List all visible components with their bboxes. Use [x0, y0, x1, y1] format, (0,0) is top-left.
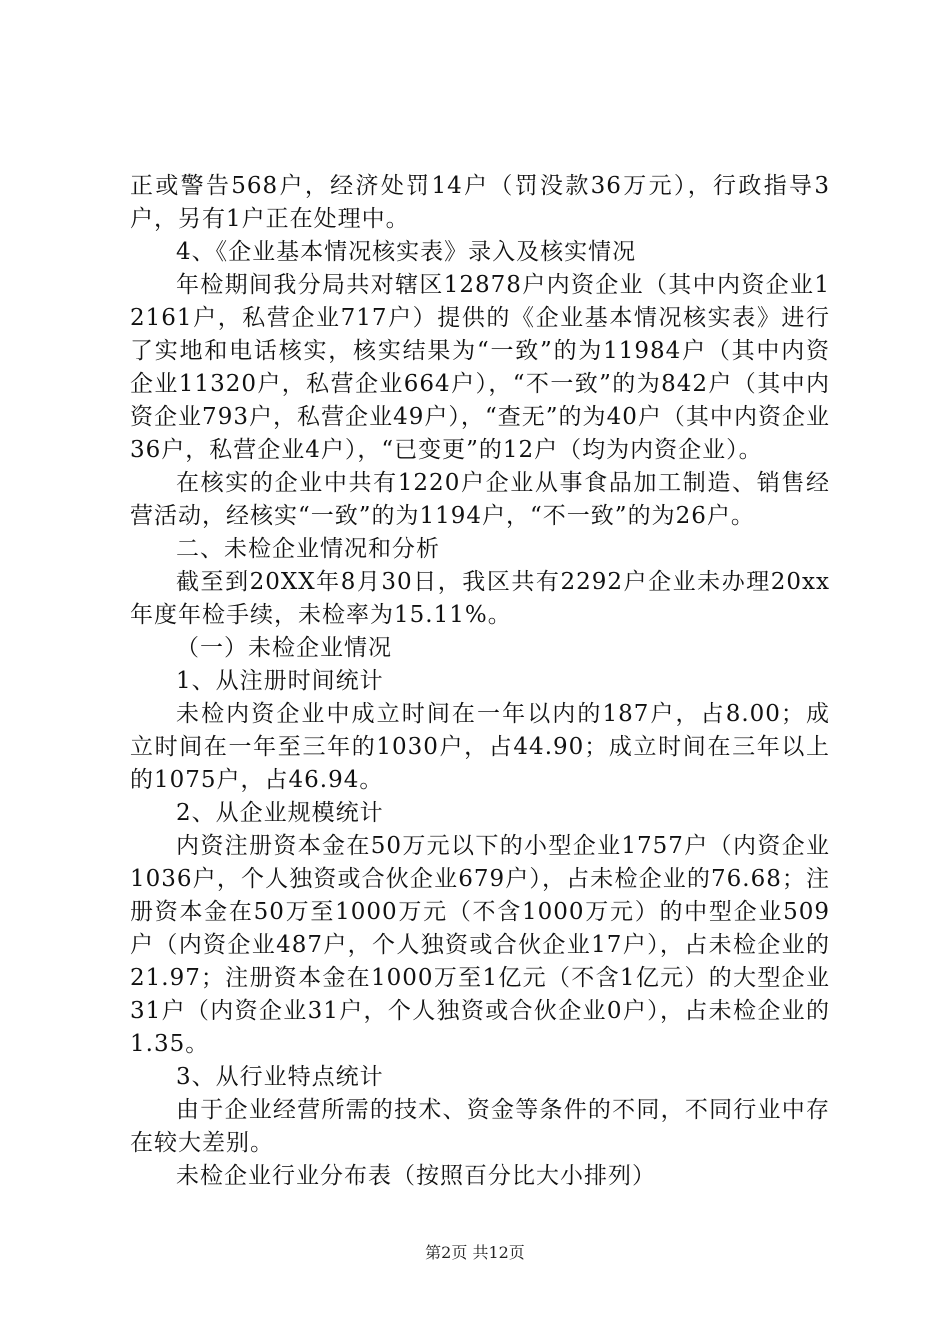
section-heading-verification-form: 4、《企业基本情况核实表》录入及核实情况: [176, 239, 637, 265]
paragraph-verification-results: 年检期间我分局共对辖区12878户内资企业（其中内资企业12161户，私营企业717户）提供的《企业基本情况核实表》进行了实地和电话核实，核实结果为“一致”的为11984户（其中内资企业11320户，私营企业664户），“不一致”的为842户（其中内资企业793户，私营企业49户），“查无”的为40户（其中内资企业36户，私营企业4户），“已变更”的12户（均为内资企业）。: [130, 272, 830, 463]
table-caption-industry-distribution: 未检企业行业分布表（按照百分比大小排列）: [176, 1163, 656, 1189]
subsection-heading-enterprise-scale: 2、从企业规模统计: [176, 800, 384, 826]
page-number-footer: 第2页 共12页: [425, 1243, 525, 1262]
paragraph-industry-differences: 由于企业经营所需的技术、资金等条件的不同，不同行业中存在较大差别。: [130, 1097, 830, 1156]
paragraph-registration-time-stats: 未检内资企业中成立时间在一年以内的187户，占8.00；成立时间在一年至三年的1030户，占44.90；成立时间在三年以上的1075户，占46.94。: [130, 701, 830, 793]
paragraph-enterprise-scale-stats: 内资注册资本金在50万元以下的小型企业1757户（内资企业1036户，个人独资或合伙企业679户），占未检企业的76.68；注册资本金在50万至1000万元（不含1000万元）的中型企业509户（内资企业487户，个人独资或合伙企业17户），占未检企业的21.97；注册资本金在1000万至1亿元（不含1亿元）的大型企业31户（内资企业31户，个人独资或合伙企业0户），占未检企业的1.35。: [130, 833, 830, 1057]
section-heading-uninspected-analysis: 二、未检企业情况和分析: [176, 536, 440, 562]
paragraph-continuation: 正或警告568户，经济处罚14户（罚没款36万元），行政指导3户，另有1户正在处理中。: [130, 173, 830, 232]
subsection-heading-registration-time: 1、从注册时间统计: [176, 668, 384, 694]
subsection-heading-uninspected-status: （一）未检企业情况: [176, 635, 392, 661]
subsection-heading-industry: 3、从行业特点统计: [176, 1064, 384, 1090]
document-body: [130, 170, 830, 1193]
paragraph-uninspected-summary: 截至到20XX年8月30日，我区共有2292户企业未办理20xx年度年检手续，未检率为15.11%。: [130, 569, 830, 628]
paragraph-food-enterprises: 在核实的企业中共有1220户企业从事食品加工制造、销售经营活动，经核实“一致”的为1194户，“不一致”的为26户。: [130, 470, 830, 529]
